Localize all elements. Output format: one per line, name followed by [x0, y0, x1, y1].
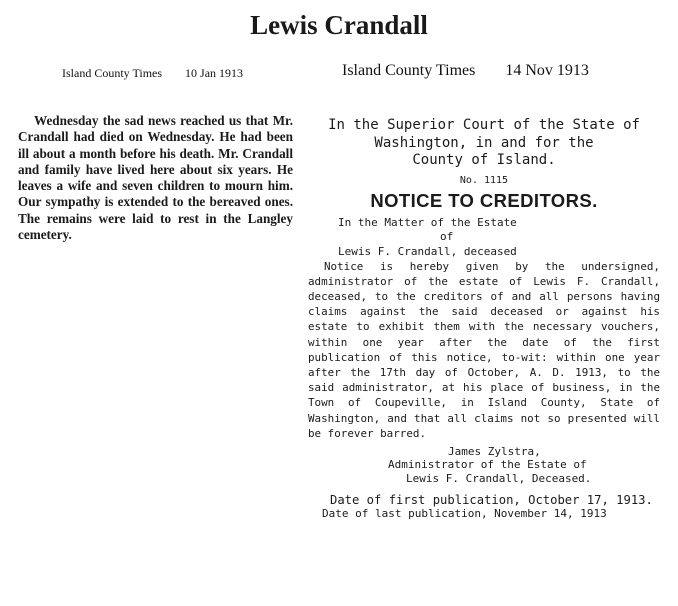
notice-clipping — [308, 117, 660, 520]
court-line-1: In the Superior Court of the State of — [328, 117, 640, 133]
left-clipping-source — [62, 66, 263, 81]
notice-heading: NOTICE TO CREDITORS. — [370, 189, 598, 211]
obituary-clipping — [18, 113, 293, 243]
court-line-3: County of Island. — [412, 152, 556, 168]
right-clipping-source — [342, 62, 615, 80]
court-header — [308, 117, 660, 170]
page-title: Lewis Crandall — [250, 10, 428, 40]
notice-body-text: Notice is hereby given by the undersigned, administrator of the estate of Lewis F. Crandall, deceased, to the creditors of and all persons having claims against the said deceased or against his estate to exhibit them with the necessary vouchers, within one year after the date of the first publication of this notice, to-wit: within one year after the 17th day of October, A. D. 1913, to the said administrator, at his place of business, in the Town of Coupeville, in Island County, State of Washington, and that all claims not so presented will be forever barred. — [308, 259, 660, 440]
estate-matter-line: In the Matter of the Estate — [338, 215, 517, 229]
deceased-name-line: Lewis F. Crandall, deceased — [338, 244, 517, 258]
administrator-estate-name: Lewis F. Crandall, Deceased. — [406, 471, 592, 485]
notice-body — [308, 259, 660, 441]
administrator-title: Administrator of the Estate of — [388, 457, 587, 471]
left-source-paper: Island County Times — [62, 66, 163, 80]
court-line-2: Washington, in and for the — [374, 134, 594, 151]
left-source-date: 10 Jan 1913 — [185, 66, 244, 80]
estate-of-line: of — [440, 229, 454, 243]
signer-name: James Zylstra, — [448, 444, 541, 458]
right-source-paper: Island County Times — [342, 62, 476, 79]
last-publication-date: Date of last publication, November 14, 1913 — [322, 506, 607, 520]
obituary-text: Wednesday the sad news reached us that Mr. Crandall had died on Wednesday. He had been ill about a month before his death. Mr. Crandall and family have lived here about six years. He leaves a wife and seven children to mourn him. Our sympathy is extended to the bereaved ones. The remains were laid to rest in the Langley cemetery. — [18, 113, 293, 243]
right-source-date: 14 Nov 1913 — [505, 62, 589, 79]
case-number: No. 1115 — [459, 174, 509, 186]
first-publication-date: Date of first publication, October 17, 1913. — [330, 492, 653, 507]
